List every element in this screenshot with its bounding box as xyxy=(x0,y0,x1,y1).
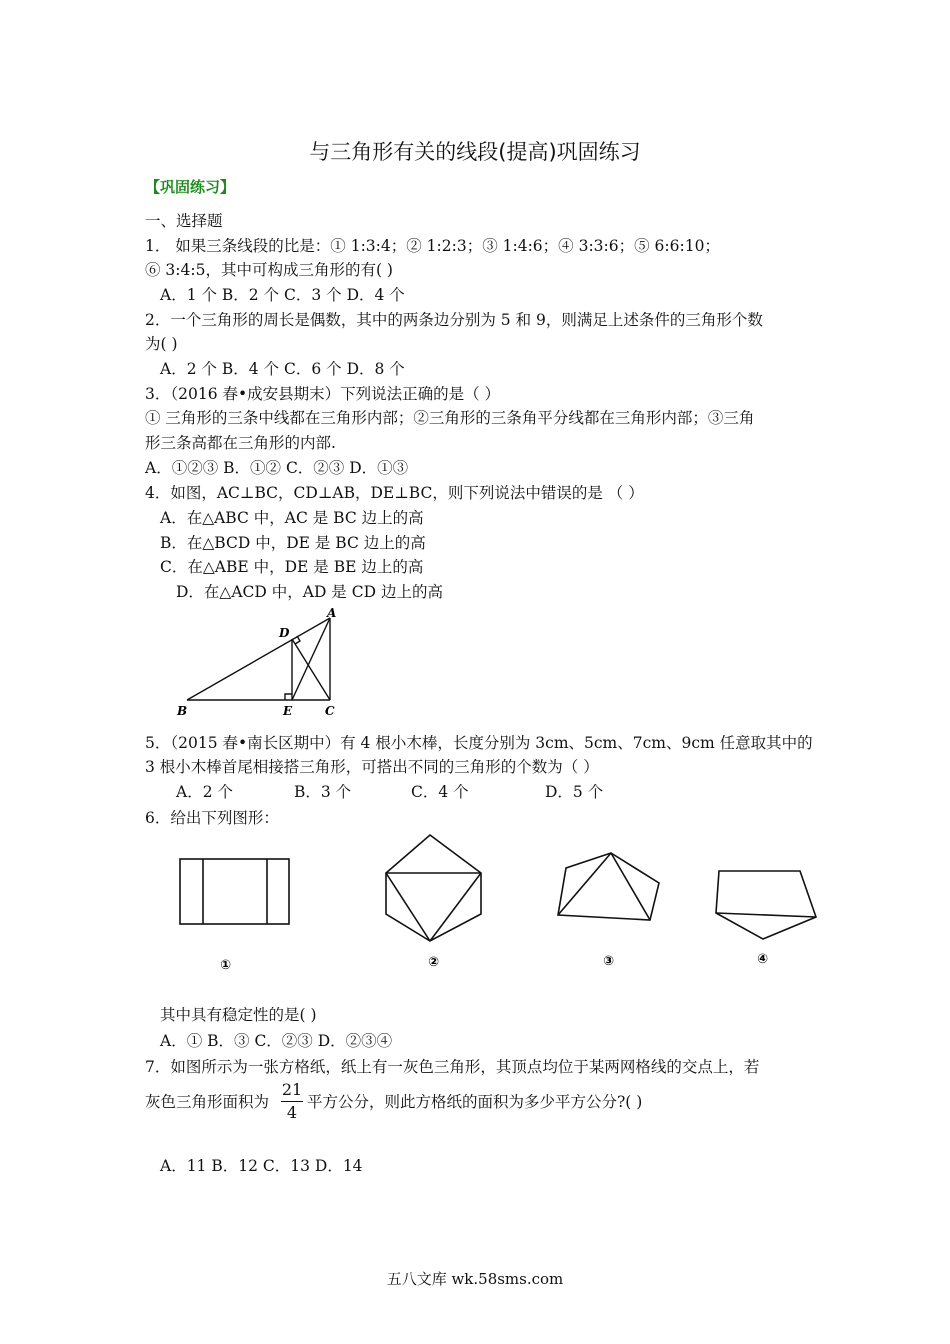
q5-option-d: D．5 个 xyxy=(545,783,604,801)
figure-4-pentagon xyxy=(716,871,816,939)
q7-line2-pre: 灰色三角形面积为 xyxy=(145,1093,270,1111)
label-b: B xyxy=(177,704,188,718)
label-e: E xyxy=(283,704,293,718)
q1-line2: ⑥ 3:4:5，其中可构成三角形的有( ) xyxy=(145,261,393,279)
q2-line1: 2．一个三角形的周长是偶数，其中的两条边分别为 5 和 9，则满足上述条件的三角形个数 xyxy=(145,311,763,329)
label-d: D xyxy=(279,626,290,640)
q7-line1: 7．如图所示为一张方格纸，纸上有一灰色三角形，其顶点均位于某两网格线的交点上，若 xyxy=(145,1058,760,1076)
q3-line3: 形三条高都在三角形的内部. xyxy=(145,434,336,452)
q5-option-a: A．2 个 xyxy=(176,783,233,801)
figure-1-rectangle xyxy=(180,859,289,924)
q4-option-c: C．在△ABE 中，DE 是 BE 边上的高 xyxy=(160,558,424,576)
q2-options: A．2 个 B．4 个 C．6 个 D．8 个 xyxy=(160,360,405,378)
q4-option-a: A．在△ABC 中，AC 是 BC 边上的高 xyxy=(160,509,424,527)
section-header: 【巩固练习】 xyxy=(145,178,236,196)
q5-line2: 3 根小木棒首尾相接搭三角形，可搭出不同的三角形的个数为（ ） xyxy=(145,758,599,776)
label-a: A xyxy=(327,606,337,620)
figure-2-hexagon xyxy=(386,835,481,941)
q5-line1: 5．（2015 春•南长区期中）有 4 根小木棒，长度分别为 3cm、5cm、7cm、9cm 任意取其中的 xyxy=(145,734,813,752)
q1-options: A．1 个 B．2 个 C．3 个 D．4 个 xyxy=(160,286,405,304)
segment-ab xyxy=(187,618,330,700)
figure-2-caption: ② xyxy=(428,955,440,970)
q4-option-d: D．在△ACD 中，AD 是 CD 边上的高 xyxy=(176,583,443,601)
right-angle-e xyxy=(285,694,292,700)
figure-1-caption: ① xyxy=(220,958,232,973)
figure-3-caption: ③ xyxy=(603,954,615,969)
fraction-21-4 xyxy=(281,1080,303,1123)
segment-dc xyxy=(292,639,330,700)
q3-line2: ① 三角形的三条中线都在三角形内部；②三角形的三条角平分线都在三角形内部；③三角 xyxy=(145,409,755,427)
page-title: 与三角形有关的线段(提高)巩固练习 xyxy=(309,140,641,164)
q6-line2: 其中具有稳定性的是( ) xyxy=(160,1006,317,1024)
q6-figures xyxy=(170,828,830,978)
q5-option-b: B．3 个 xyxy=(294,783,352,801)
q4-triangle-figure xyxy=(175,606,350,721)
q7-options: A．11 B．12 C．13 D．14 xyxy=(160,1157,363,1175)
q4-option-b: B．在△BCD 中，DE 是 BC 边上的高 xyxy=(160,534,426,552)
q2-line2: 为( ) xyxy=(145,335,178,353)
q4-stem: 4．如图，AC⊥BC，CD⊥AB，DE⊥BC，则下列说法中错误的是 （ ） xyxy=(145,484,644,502)
q3-options: A．①②③ B．①② C．②③ D．①③ xyxy=(145,459,409,477)
q3-line1: 3．（2016 春•成安县期末）下列说法正确的是（ ） xyxy=(145,385,501,403)
q1-line1: 1． 如果三条线段的比是：① 1:3:4；② 1:2:3；③ 1:4:6；④ 3:3:6；⑤ 6:6:10； xyxy=(145,237,720,255)
figure-4-caption: ④ xyxy=(757,952,769,967)
segment-ea xyxy=(292,618,330,700)
footer-watermark: 五八文库 wk.58sms.com xyxy=(386,1270,564,1288)
label-c: C xyxy=(325,704,335,718)
part-heading: 一、选择题 xyxy=(145,212,223,230)
fraction-numerator: 21 xyxy=(281,1080,303,1099)
q5-option-c: C．4 个 xyxy=(411,783,469,801)
q6-options: A．① B．③ C．②③ D．②③④ xyxy=(160,1032,393,1050)
q6-stem: 6．给出下列图形： xyxy=(145,809,279,827)
fraction-bar xyxy=(281,1101,303,1102)
fraction-denominator: 4 xyxy=(286,1103,298,1122)
q7-line2-post: 平方公分，则此方格纸的面积为多少平方公分?( ) xyxy=(307,1093,643,1111)
